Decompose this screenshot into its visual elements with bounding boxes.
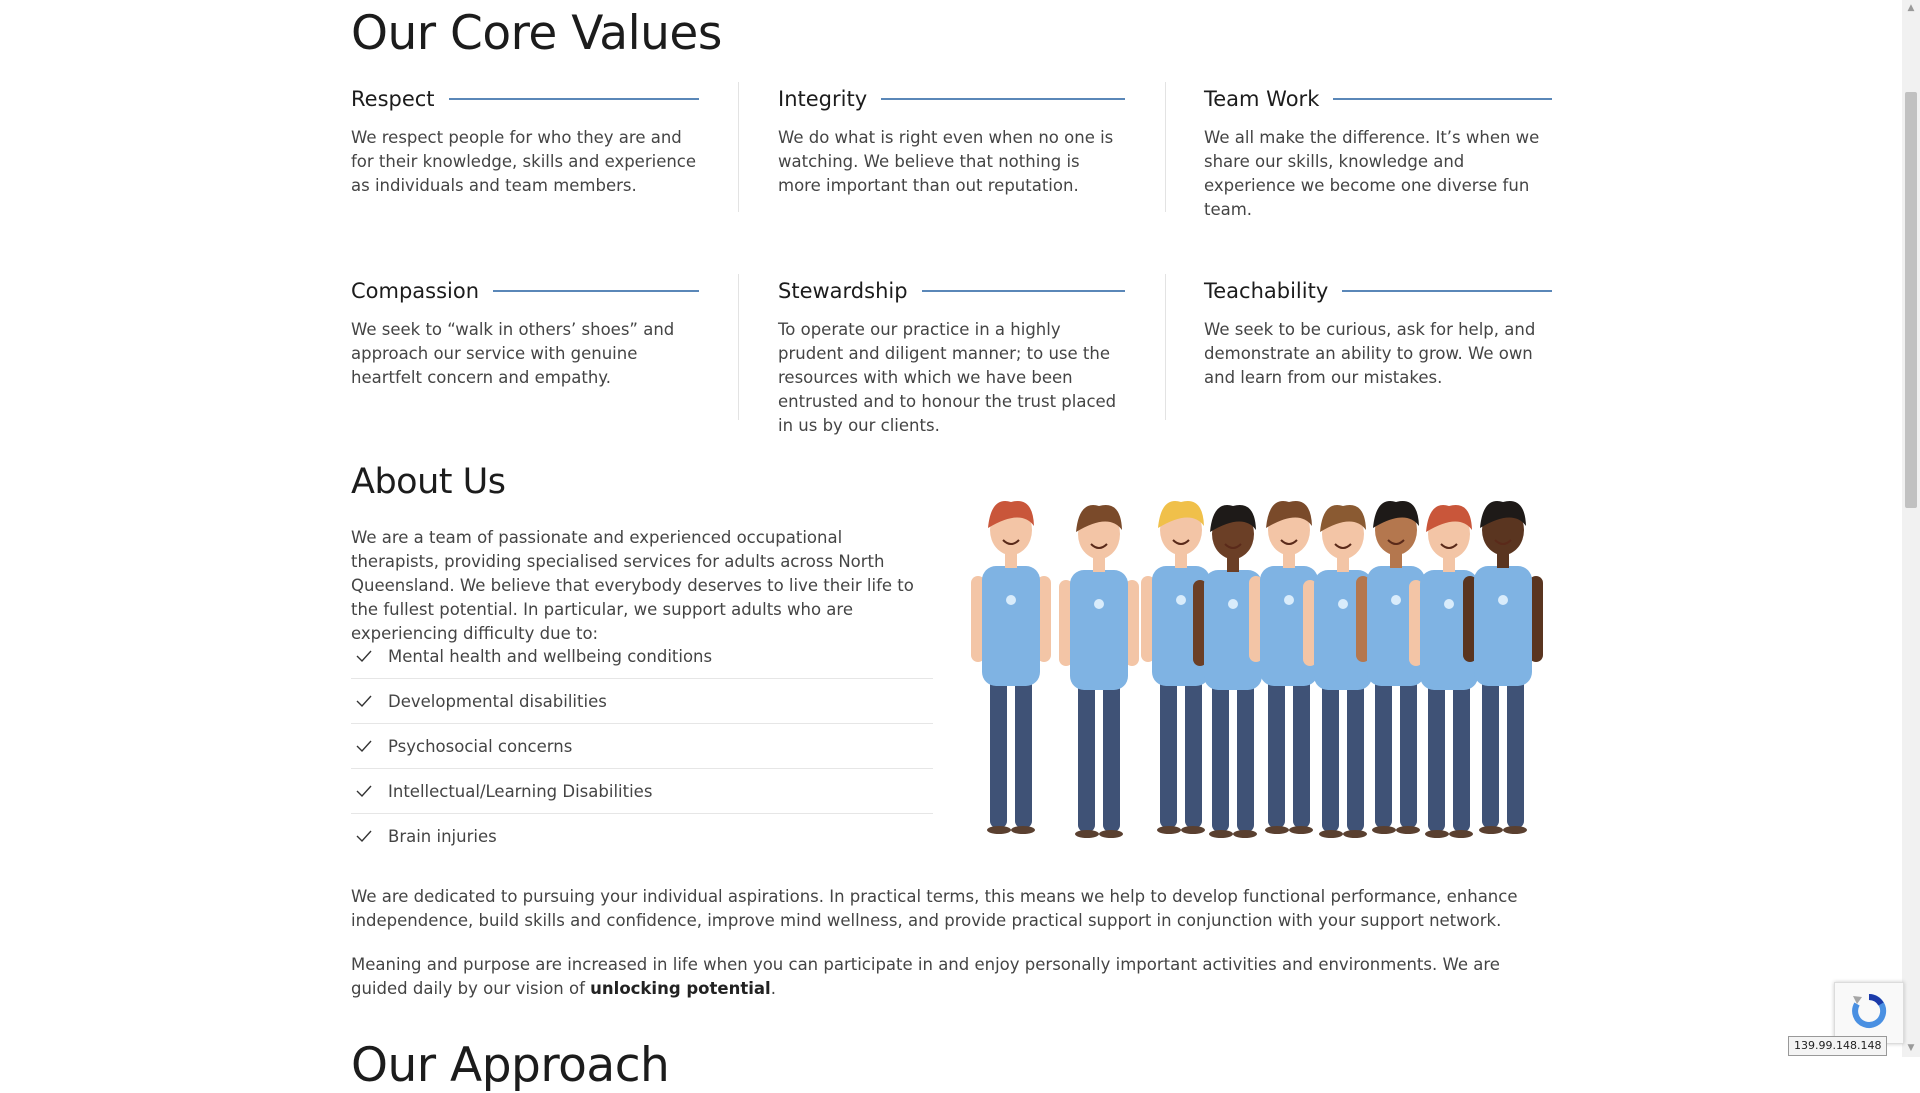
value-description: We do what is right even when no one is watching. We believe that nothing is more important than out reputation. [778, 128, 1114, 195]
conditions-list [351, 634, 933, 858]
heart-icon [1391, 595, 1401, 605]
person-shoe [1011, 826, 1035, 834]
scroll-up-icon[interactable]: ▲ [1907, 3, 1915, 13]
person-shoe [1503, 826, 1527, 834]
heart-icon [1228, 599, 1238, 609]
scroll-down-icon[interactable]: ▼ [1907, 1043, 1915, 1053]
heart-icon [1444, 599, 1454, 609]
person-shoe [1449, 830, 1473, 838]
values-row [351, 274, 1551, 435]
person-leg [1347, 682, 1364, 832]
heart-icon [1284, 595, 1294, 605]
value-card-respect [351, 82, 699, 212]
heart-icon [1094, 599, 1104, 609]
person-shoe [1075, 830, 1099, 838]
list-item: Brain injuries [351, 814, 933, 858]
checkmark-icon [353, 645, 375, 667]
about-paragraph-1: We are dedicated to pursuing your individual aspirations. In practical terms, this means we help to develop functional performance, enhance independence, build skills and confidence, improve mind wellness, and provide practical support in conjunction with your support network. [351, 887, 1518, 930]
person-leg [1237, 682, 1254, 832]
person-shoe [1181, 826, 1205, 834]
person-shoe [1319, 830, 1343, 838]
value-name: Teachability [1204, 279, 1329, 303]
checkmark-icon [353, 690, 375, 712]
person-leg [1428, 682, 1445, 832]
value-name: Compassion [351, 279, 480, 303]
vision-highlight: unlocking potential [590, 979, 771, 998]
person-leg [1507, 678, 1524, 828]
value-divider [1333, 98, 1552, 100]
person-leg [1322, 682, 1339, 832]
recaptcha-badge[interactable] [1834, 982, 1904, 1044]
person-shirt [982, 566, 1040, 686]
person-shoe [1343, 830, 1367, 838]
person-leg [1015, 678, 1032, 828]
person-leg [1078, 682, 1095, 832]
value-card-team-work [1165, 82, 1552, 219]
value-card-teachability [1165, 274, 1552, 420]
checkmark-icon [353, 735, 375, 757]
ip-address-badge: 139.99.148.148 [1788, 1036, 1887, 1056]
person-leg [1293, 678, 1310, 828]
person-shirt [1070, 570, 1128, 690]
value-description: To operate our practice in a highly prudent and diligent manner; to use the resources with which we have been entrusted and to honour the trust placed in us by our clients. [778, 320, 1117, 435]
person-leg [1453, 682, 1470, 832]
heart-icon [1176, 595, 1186, 605]
checkmark-icon [353, 825, 375, 847]
heart-icon [1498, 595, 1508, 605]
person-shoe [1265, 826, 1289, 834]
heart-icon [1006, 595, 1016, 605]
person-leg [1185, 678, 1202, 828]
person-leg [990, 678, 1007, 828]
person-leg [1103, 682, 1120, 832]
value-card-compassion [351, 274, 699, 420]
person-leg [1160, 678, 1177, 828]
list-item: Psychosocial concerns [351, 724, 933, 769]
person-shoe [1157, 826, 1181, 834]
list-item: Mental health and wellbeing conditions [351, 634, 933, 679]
value-name: Stewardship [778, 279, 908, 303]
value-description: We all make the difference. It’s when we share our skills, knowledge and experience we become one diverse fun team. [1204, 128, 1540, 219]
value-divider [493, 290, 699, 292]
scrollbar-thumb[interactable] [1905, 92, 1917, 508]
person-shoe [1099, 830, 1123, 838]
value-description: We seek to “walk in others’ shoes” and approach our service with genuine heartfelt concern and empathy. [351, 320, 675, 387]
person-leg [1268, 678, 1285, 828]
core-values-title: Our Core Values [351, 6, 722, 61]
next-section-title: Our Approach [351, 1038, 670, 1093]
about-paragraph-2: Meaning and purpose are increased in life when you can participate in and enjoy personally important activities and environments. We are guided daily by our vision of unlocking potential. [351, 955, 1500, 998]
team-illustration [971, 480, 1551, 825]
checkmark-icon [353, 780, 375, 802]
person-shoe [1425, 830, 1449, 838]
person-shoe [1372, 826, 1396, 834]
value-name: Integrity [778, 87, 868, 111]
person-shoe [1396, 826, 1420, 834]
value-description: We respect people for who they are and for their knowledge, skills and experience as individuals and team members. [351, 128, 697, 195]
person-shoe [1289, 826, 1313, 834]
value-divider [881, 98, 1125, 100]
heart-icon [1338, 599, 1348, 609]
values-row [351, 82, 1551, 219]
person-leg [1400, 678, 1417, 828]
person-leg [1375, 678, 1392, 828]
person-shoe [1479, 826, 1503, 834]
recaptcha-icon [1835, 983, 1903, 1043]
value-divider [449, 98, 699, 100]
value-divider [1342, 290, 1552, 292]
value-card-stewardship [738, 274, 1125, 435]
list-item: Intellectual/Learning Disabilities [351, 769, 933, 814]
person-shirt [1474, 566, 1532, 686]
value-name: Team Work [1204, 87, 1320, 111]
value-name: Respect [351, 87, 435, 111]
person-leg [1482, 678, 1499, 828]
person-shoe [987, 826, 1011, 834]
value-description: We seek to be curious, ask for help, and demonstrate an ability to grow. We own and learn from our mistakes. [1204, 320, 1536, 387]
person-shoe [1209, 830, 1233, 838]
value-divider [922, 290, 1125, 292]
page-scrollbar[interactable] [1902, 0, 1920, 1057]
about-us-title: About Us [351, 462, 506, 502]
about-intro: We are a team of passionate and experienced occupational therapists, providing specialised services for adults across North Queensland. We believe that everybody deserves to live their life to the fullest potential. In particular, we support adults who are experiencing difficulty due to: [351, 528, 914, 643]
person-shoe [1233, 830, 1257, 838]
value-card-integrity [738, 82, 1125, 212]
person-leg [1212, 682, 1229, 832]
list-item: Developmental disabilities [351, 679, 933, 724]
